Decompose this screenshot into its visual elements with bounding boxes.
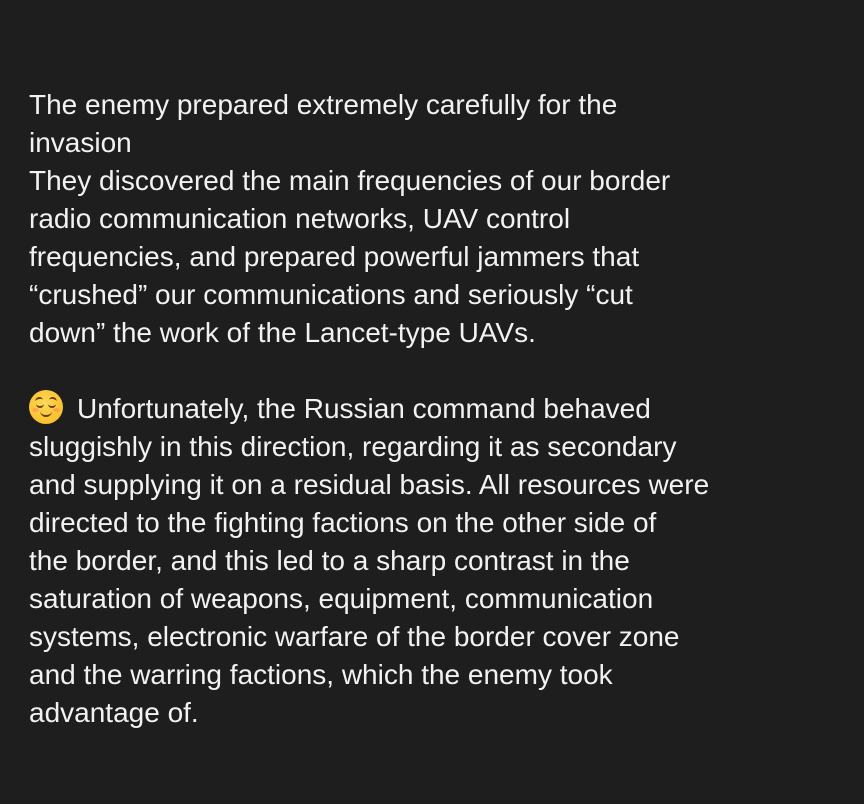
text-line: and the warring factions, which the enemy took	[29, 659, 613, 690]
text-line: sluggishly in this direction, regarding it as secondary	[29, 431, 677, 462]
text-line: systems, electronic warfare of the border cover zone	[29, 621, 680, 652]
paragraph-gap	[29, 352, 849, 390]
text-line: directed to the fighting factions on the other side of	[29, 507, 657, 538]
text-line	[29, 390, 849, 428]
text-line: frequencies, and prepared powerful jammers that	[29, 241, 640, 272]
text-line: invasion	[29, 127, 132, 158]
relieved-face-icon	[29, 390, 63, 424]
text-line: “crushed” our communications and seriously “cut	[29, 279, 633, 310]
text-line: and supplying it on a residual basis. All resources were	[29, 469, 710, 500]
text-line: down” the work of the Lancet-type UAVs.	[29, 317, 536, 348]
paragraph-2	[29, 390, 849, 732]
paragraph-1	[29, 86, 849, 352]
text-line-content: Unfortunately, the Russian command behaved	[77, 393, 651, 424]
text-line: advantage of.	[29, 697, 199, 728]
text-line: the border, and this led to a sharp contrast in the	[29, 545, 630, 576]
text-line: They discovered the main frequencies of our border	[29, 165, 671, 196]
text-line: radio communication networks, UAV control	[29, 203, 571, 234]
text-line: saturation of weapons, equipment, communication	[29, 583, 654, 614]
message-text	[29, 86, 849, 732]
text-line: The enemy prepared extremely carefully for the	[29, 89, 618, 120]
